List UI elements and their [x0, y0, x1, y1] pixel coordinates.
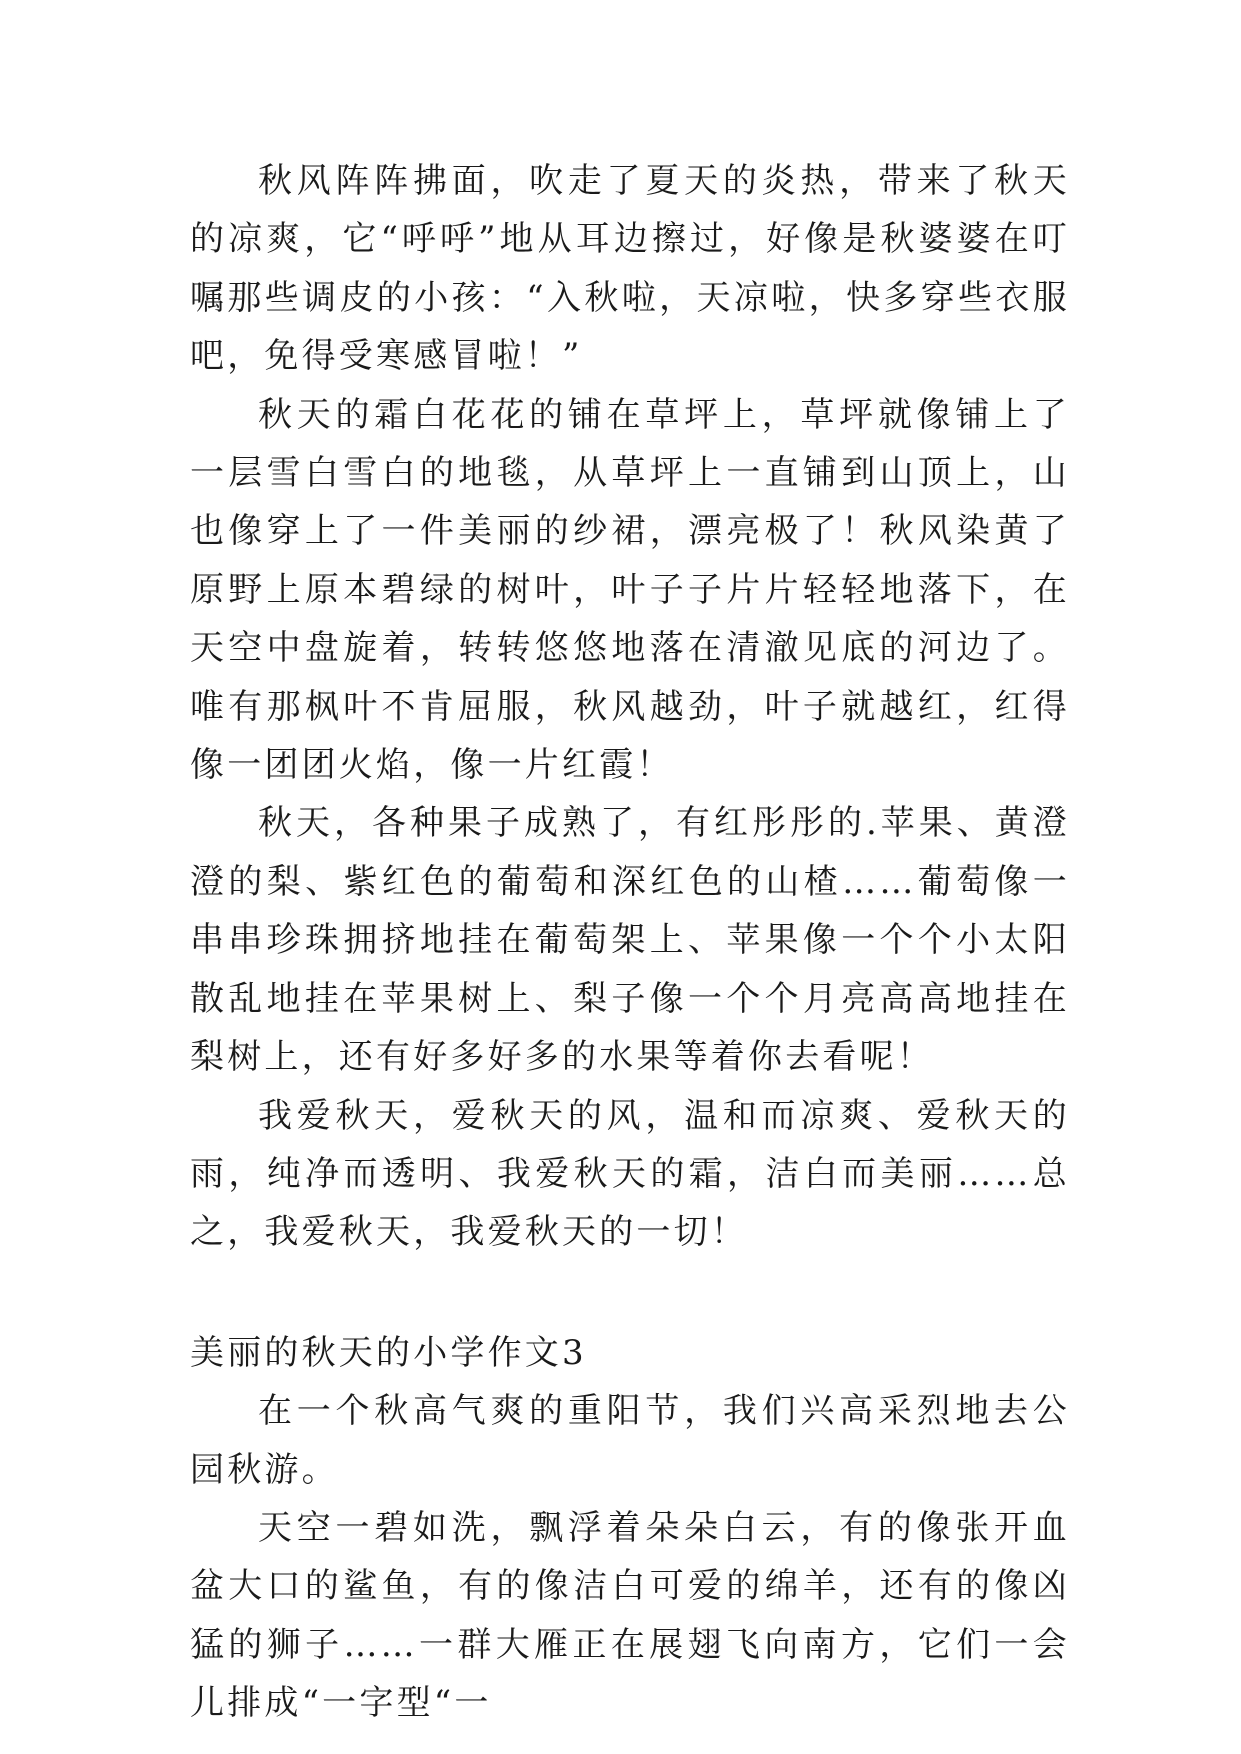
paragraph-double-ninth-outing: 在一个秋高气爽的重阳节，我们兴高采烈地去公园秋游。: [190, 1391, 1070, 1490]
document-body: [190, 152, 1070, 1733]
paragraph-autumn-wind: 秋风阵阵拂面，吹走了夏天的炎热，带来了秋天的凉爽，它“呼呼”地从耳边擦过，好像是秋婆婆在叮嘱那些调皮的小孩：“入秋啦，天凉啦，快多穿些衣服吧，免得受寒感冒啦！”: [190, 161, 1070, 377]
paragraph-love-autumn: 我爱秋天，爱秋天的风，温和而凉爽、爱秋天的雨，纯净而透明、我爱秋天的霜，洁白而美丽……总之，我爱秋天，我爱秋天的一切！: [190, 1095, 1070, 1253]
essay-heading: 美丽的秋天的小学作文3: [190, 1332, 587, 1373]
paragraph-autumn-frost: 秋天的霜白花花的铺在草坪上，草坪就像铺上了一层雪白雪白的地毯，从草坪上一直铺到山顶上，山也像穿上了一件美丽的纱裙，漂亮极了！秋风染黄了原野上原本碧绿的树叶，叶子子片片轻轻地落下，在天空中盘旋着，转转悠悠地落在清澈见底的河边了。唯有那枫叶不肯屈服，秋风越劲，叶子就越红，红得像一团团火焰，像一片红霞！: [190, 394, 1070, 786]
paragraph-sky-clouds: 天空一碧如洗，飘浮着朵朵白云，有的像张开血盆大口的鲨鱼，有的像洁白可爱的绵羊，还有的像凶猛的狮子……一群大雁正在展翅飞向南方，它们一会儿排成“一字型“一: [190, 1507, 1070, 1724]
paragraph-autumn-fruits: 秋天，各种果子成熟了，有红彤彤的.苹果、黄澄澄的梨、紫红色的葡萄和深红色的山楂……葡萄像一串串珍珠拥挤地挂在葡萄架上、苹果像一个个小太阳散乱地挂在苹果树上、梨子像一个个月亮高高地挂在梨树上，还有好多好多的水果等着你去看呢！: [190, 803, 1070, 1078]
